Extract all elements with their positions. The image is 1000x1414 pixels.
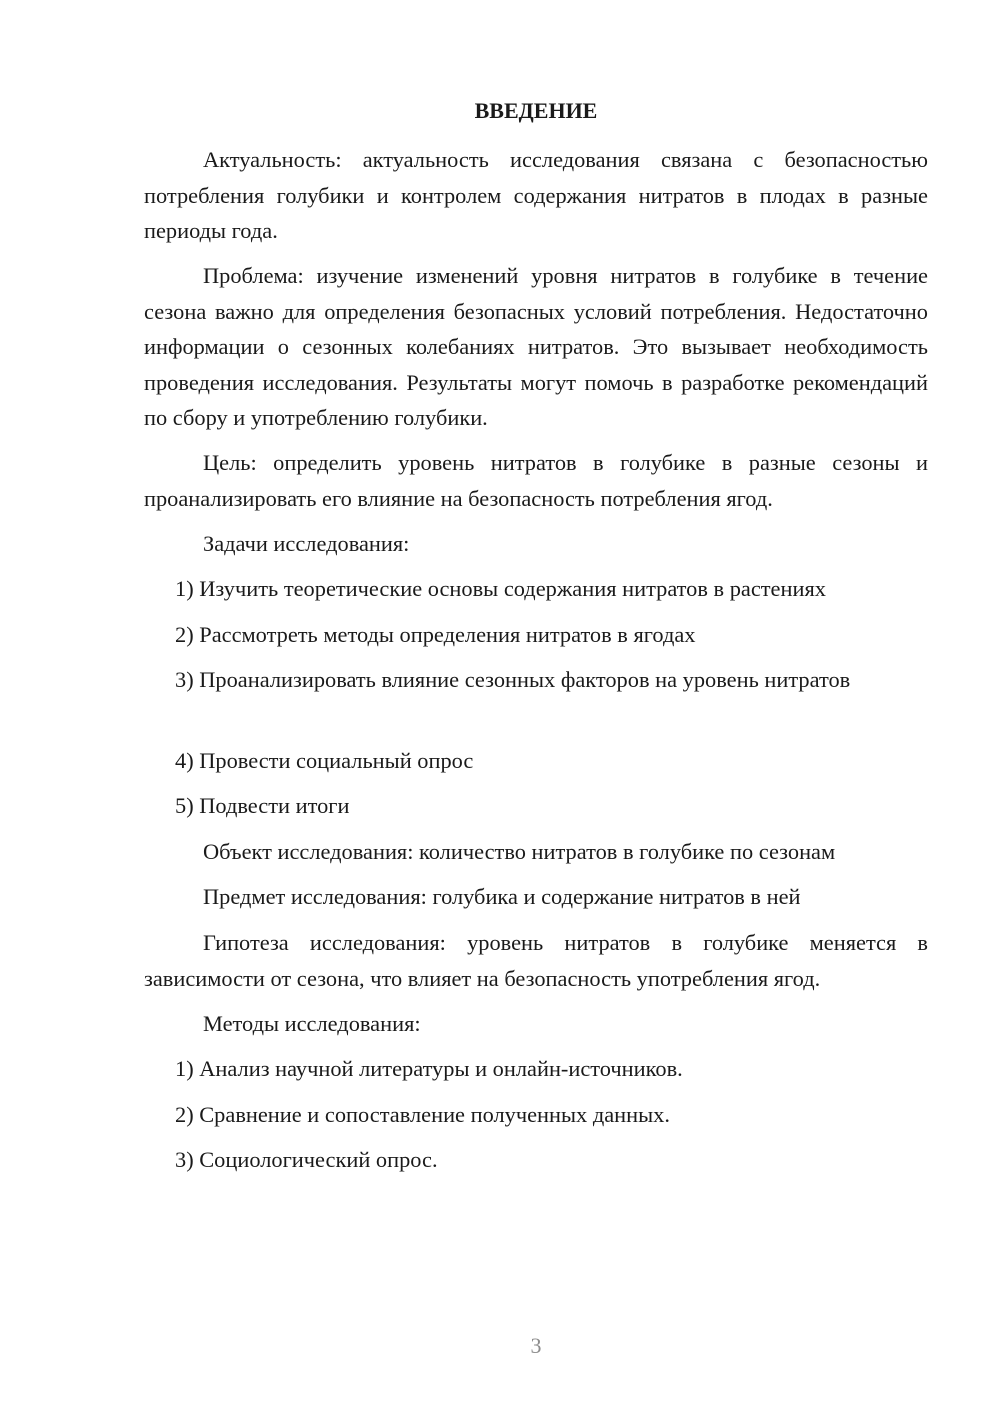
section-title: ВВЕДЕНИЕ <box>474 98 598 123</box>
task-item-3: 3) Проанализировать влияние сезонных факторов на уровень нитратов <box>175 667 851 692</box>
task-item-4: 4) Провести социальный опрос <box>175 748 474 773</box>
goal-paragraph: Цель: определить уровень нитратов в голубике в разные сезоны и проанализировать его влияние на безопасность потребления ягод. <box>144 450 928 511</box>
relevance-paragraph: Актуальность: актуальность исследования связана с безопасностью потребления голубики и контролем содержания нитратов в плодах в разные периоды года. <box>144 147 928 243</box>
task-item-1: 1) Изучить теоретические основы содержания нитратов в растениях <box>175 576 826 601</box>
task-item-2: 2) Рассмотреть методы определения нитратов в ягодах <box>175 622 696 647</box>
object-paragraph: Объект исследования: количество нитратов в голубике по сезонам <box>203 839 836 864</box>
method-item-2: 2) Сравнение и сопоставление полученных данных. <box>175 1102 670 1127</box>
tasks-heading: Задачи исследования: <box>203 531 410 556</box>
document-page <box>144 0 928 1414</box>
page-number: 3 <box>530 1333 542 1358</box>
method-item-1: 1) Анализ научной литературы и онлайн-источников. <box>175 1056 683 1081</box>
task-item-5: 5) Подвести итоги <box>175 793 350 818</box>
hypothesis-paragraph: Гипотеза исследования: уровень нитратов в голубике меняется в зависимости от сезона, что влияет на безопасность употребления ягод. <box>144 930 928 991</box>
subject-paragraph: Предмет исследования: голубика и содержание нитратов в ней <box>203 884 801 909</box>
method-item-3: 3) Социологический опрос. <box>175 1147 438 1172</box>
methods-heading: Методы исследования: <box>203 1011 421 1036</box>
problem-paragraph: Проблема: изучение изменений уровня нитратов в голубике в течение сезона важно для определения безопасных условий потребления. Недостаточно информации о сезонных колебаниях нитратов. Это вызывает необходимость проведения исследования. Результаты могут помочь в разработке рекомендаций по сбору и употреблению голубики. <box>144 263 928 430</box>
